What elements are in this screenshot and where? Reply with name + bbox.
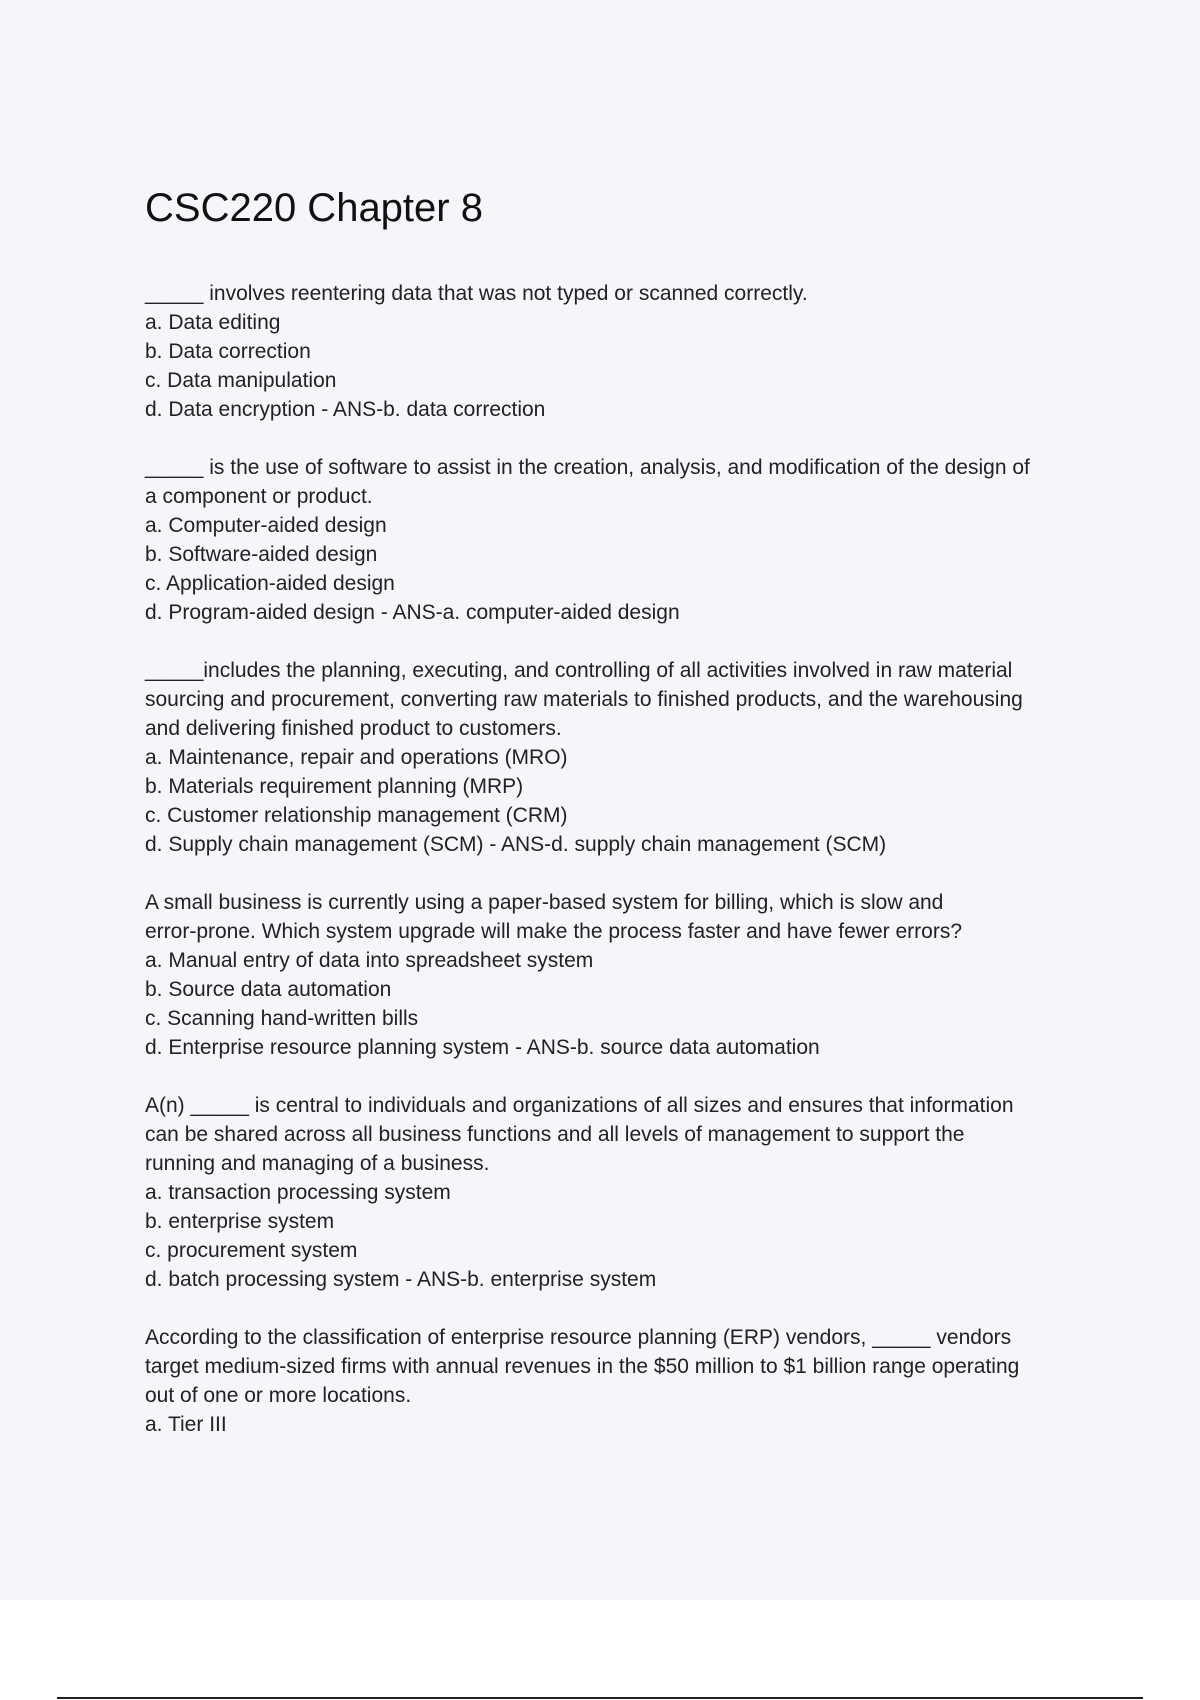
page-title: CSC220 Chapter 8 — [145, 186, 483, 230]
question-block — [145, 888, 1090, 1062]
answer-option: c. Customer relationship management (CRM) — [145, 804, 568, 827]
answer-option: c. Scanning hand-written bills — [145, 1007, 419, 1030]
answer-option: a. Computer-aided design — [145, 514, 387, 537]
answer-option: a. Data editing — [145, 311, 281, 334]
question-text: _____ is the use of software to assist in the creation, analysis, and modification of the design of — [145, 456, 1030, 479]
question-text: A small business is currently using a paper-based system for billing, which is slow and — [145, 891, 944, 914]
question-text: a component or product. — [145, 485, 373, 508]
answer-option: d. batch processing system - ANS-b. enterprise system — [145, 1268, 657, 1291]
answer-option: c. procurement system — [145, 1239, 358, 1262]
question-text: and delivering finished product to customers. — [145, 717, 562, 740]
answer-option: a. Manual entry of data into spreadsheet system — [145, 949, 594, 972]
answer-option: a. transaction processing system — [145, 1181, 451, 1204]
question-block — [145, 1323, 1090, 1439]
answer-option: b. Data correction — [145, 340, 311, 363]
answer-option: d. Program-aided design - ANS-a. computer-aided design — [145, 601, 680, 624]
answer-option: d. Data encryption - ANS-b. data correction — [145, 398, 546, 421]
answer-option: d. Enterprise resource planning system - ANS-b. source data automation — [145, 1036, 820, 1059]
answer-option: a. Tier III — [145, 1413, 227, 1436]
question-list — [145, 279, 1090, 1468]
answer-option: c. Application-aided design — [145, 572, 395, 595]
question-block — [145, 279, 1090, 424]
question-block — [145, 1091, 1090, 1294]
question-text: out of one or more locations. — [145, 1384, 412, 1407]
answer-option: b. enterprise system — [145, 1210, 335, 1233]
question-text: can be shared across all business functions and all levels of management to support the — [145, 1123, 965, 1146]
question-block — [145, 453, 1090, 627]
question-text: target medium-sized firms with annual revenues in the $50 million to $1 billion range operating — [145, 1355, 1020, 1378]
footer-divider — [57, 1697, 1143, 1699]
question-text: A(n) _____ is central to individuals and organizations of all sizes and ensures that information — [145, 1094, 1014, 1117]
question-block — [145, 656, 1090, 859]
question-text: sourcing and procurement, converting raw materials to finished products, and the warehousing — [145, 688, 1023, 711]
question-text: error-prone. Which system upgrade will make the process faster and have fewer errors? — [145, 920, 963, 943]
question-text: According to the classification of enterprise resource planning (ERP) vendors, _____ vendors — [145, 1326, 1012, 1349]
question-text: _____ involves reentering data that was not typed or scanned correctly. — [145, 282, 808, 305]
answer-option: d. Supply chain management (SCM) - ANS-d. supply chain management (SCM) — [145, 833, 887, 856]
question-text: _____includes the planning, executing, and controlling of all activities involved in raw material — [145, 659, 1013, 682]
answer-option: b. Software-aided design — [145, 543, 378, 566]
question-text: running and managing of a business. — [145, 1152, 490, 1175]
answer-option: b. Source data automation — [145, 978, 392, 1001]
answer-option: a. Maintenance, repair and operations (MRO) — [145, 746, 568, 769]
answer-option: b. Materials requirement planning (MRP) — [145, 775, 524, 798]
answer-option: c. Data manipulation — [145, 369, 337, 392]
